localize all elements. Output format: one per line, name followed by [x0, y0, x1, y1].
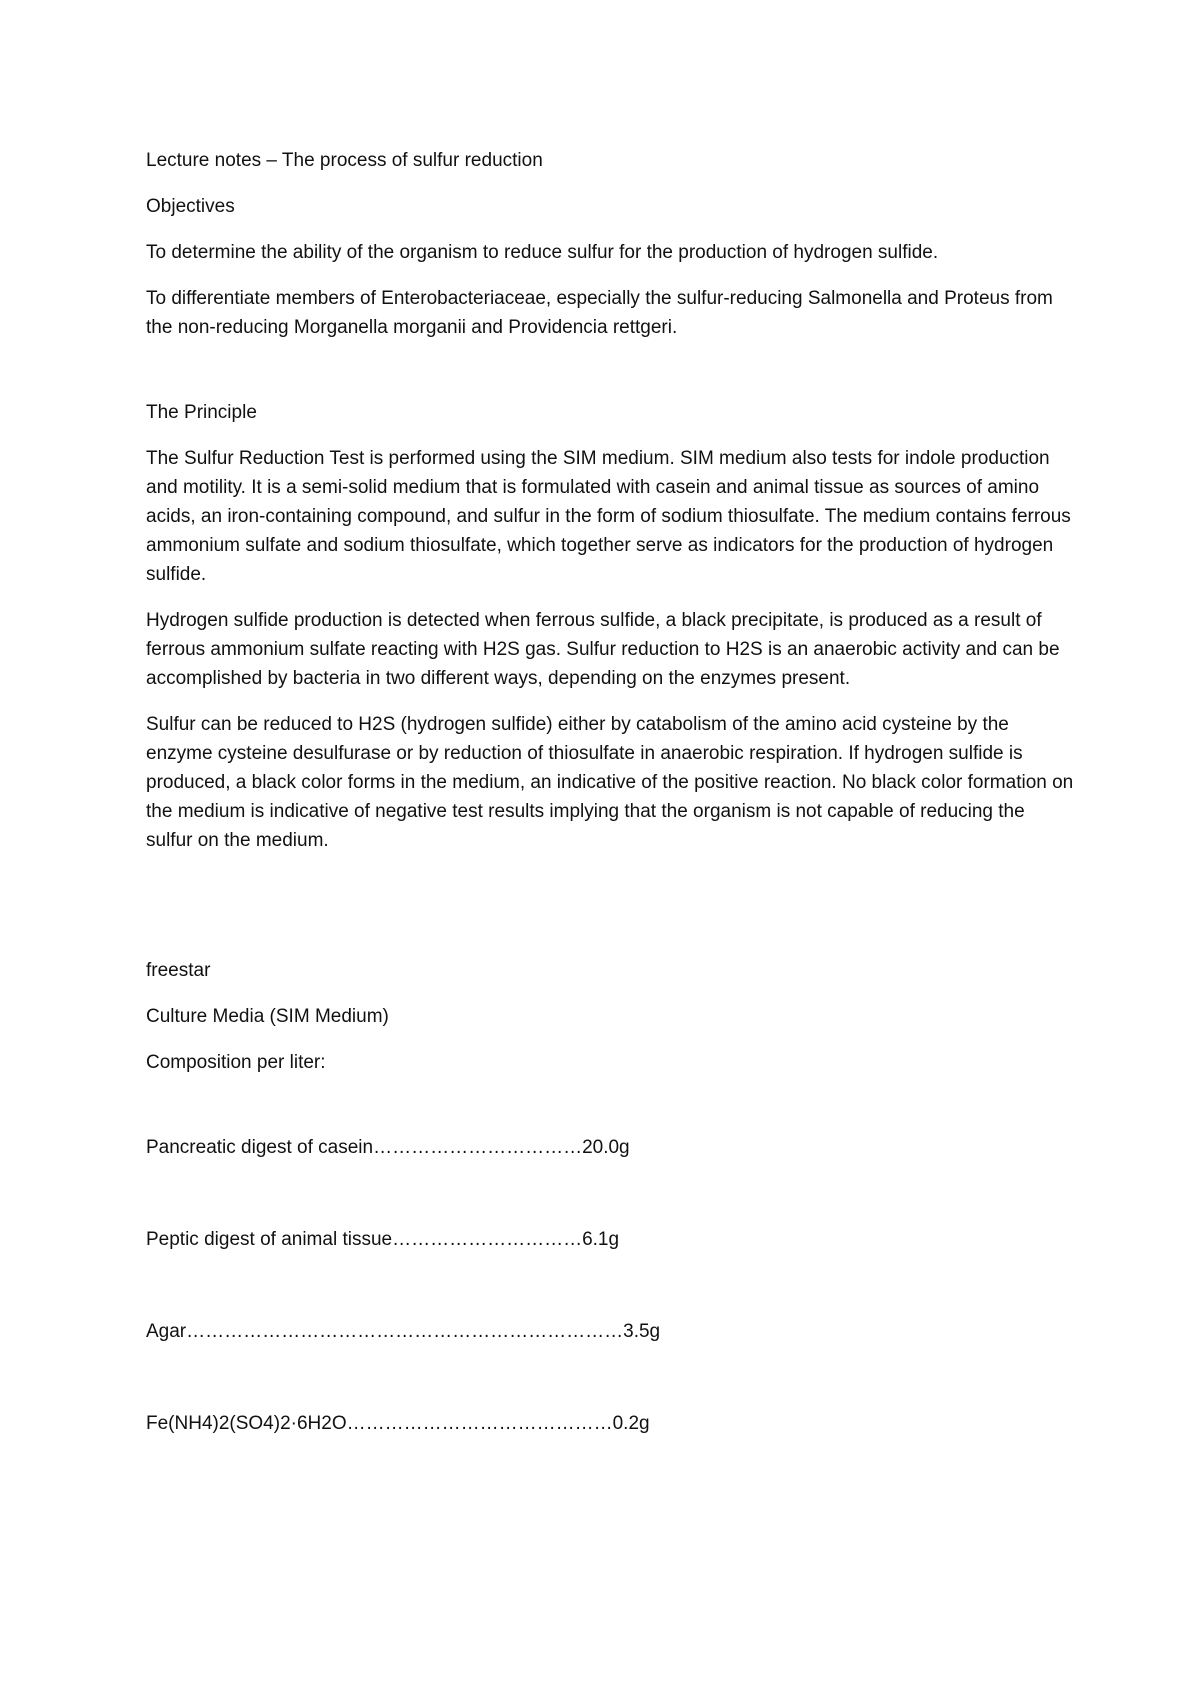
composition-item: Agar……………………………………………………………3.5g: [146, 1321, 661, 1342]
principle-heading: The Principle: [146, 402, 257, 423]
document-body: [146, 146, 1076, 1501]
objective-1: To determine the ability of the organism to reduce sulfur for the production of hydrogen sulfide.: [146, 242, 939, 263]
culture-media-heading: Culture Media (SIM Medium): [146, 1006, 389, 1027]
freestar-label: freestar: [146, 960, 211, 981]
spacer: [146, 1094, 1076, 1133]
composition-item: Pancreatic digest of casein……………………………20.0g: [146, 1137, 630, 1158]
composition-heading: Composition per liter:: [146, 1052, 326, 1073]
composition-item: Fe(NH4)2(SO4)2·6H2O……………………………………0.2g: [146, 1413, 650, 1434]
principle-paragraph-2: Hydrogen sulfide production is detected when ferrous sulfide, a black precipitate, is produced as a result of ferrous ammonium sulfate reacting with H2S gas. Sulfur reduction to H2S is an anaerobic activity and can be accomplished by bacteria in two different ways, depending on the enzymes present.: [146, 610, 1060, 689]
spacer: [146, 359, 1076, 398]
document-title: Lecture notes – The process of sulfur reduction: [146, 150, 543, 171]
principle-paragraph-1: The Sulfur Reduction Test is performed using the SIM medium. SIM medium also tests for indole production and motility. It is a semi-solid medium that is formulated with casein and animal tissue as sources of amino acids, an iron-containing compound, and sulfur in the form of sodium thiosulfate. The medium contains ferrous ammonium sulfate and sodium thiosulfate, which together serve as indicators for the production of hydrogen sulfide.: [146, 448, 1071, 585]
spacer: [146, 872, 1076, 956]
objectives-heading: Objectives: [146, 196, 235, 217]
objective-2: To differentiate members of Enterobacteriaceae, especially the sulfur-reducing Salmonella and Proteus from the non-reducing Morganella morganii and Providencia rettgeri.: [146, 288, 1053, 338]
composition-item: Peptic digest of animal tissue…………………………6.1g: [146, 1229, 620, 1250]
principle-paragraph-3: Sulfur can be reduced to H2S (hydrogen sulfide) either by catabolism of the amino acid cysteine by the enzyme cysteine desulfurase or by reduction of thiosulfate in anaerobic respiration. If hydrogen sulfide is produced, a black color forms in the medium, an indicative of the positive reaction. No black color formation on the medium is indicative of negative test results implying that the organism is not capable of reducing the sulfur on the medium.: [146, 714, 1074, 851]
